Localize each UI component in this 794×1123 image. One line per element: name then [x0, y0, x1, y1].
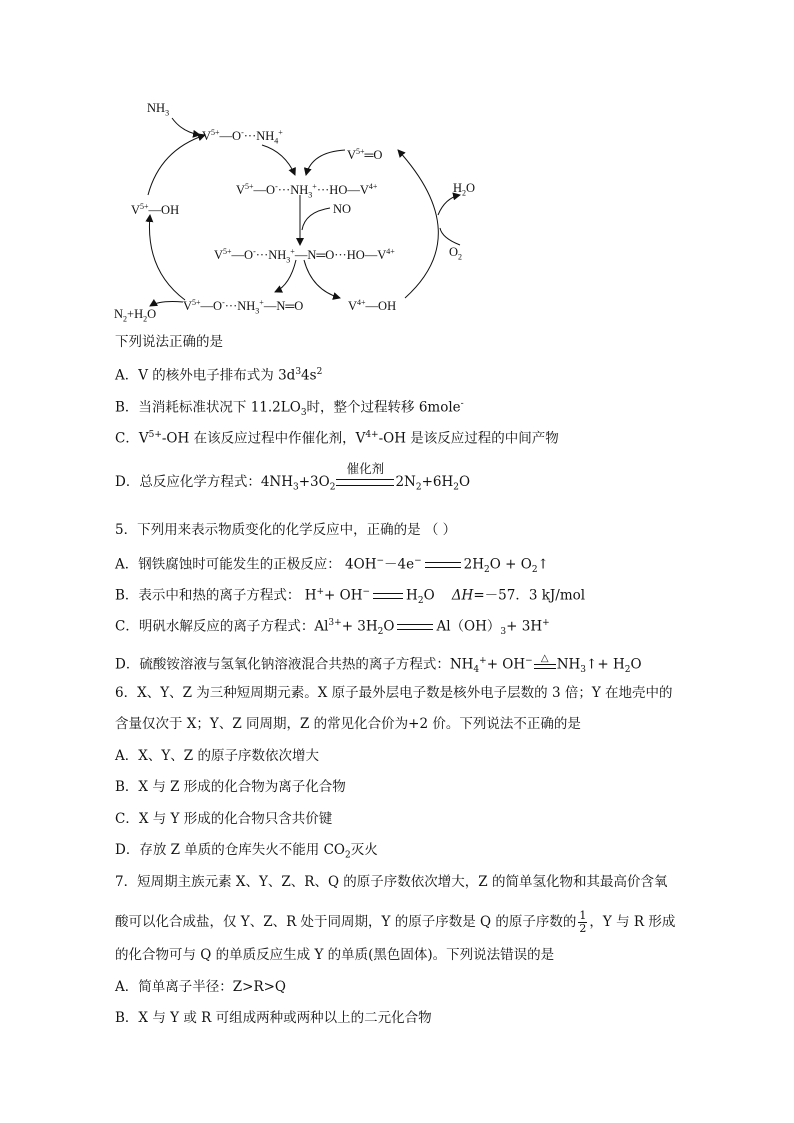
- q5-option-c: C．明矾水解反应的离子方程式：$Al^{3+}+ 3H_2O$ $Al(OH)_3+ 3H^+$: [115, 618, 550, 638]
- label-h2o: $H_2O$: [453, 181, 476, 198]
- label-o2: $O_2$: [449, 245, 463, 262]
- species-v5-o-nh3-no-ho-v4: $V^{5+}—O^-\cdot\cdot\cdot NH_3^+—N═O\cdot\cdot\cdot HO—V^{4+}$: [214, 247, 395, 265]
- arrow-v5o-in: [306, 150, 345, 175]
- catalytic-cycle-diagram: [0, 0, 794, 330]
- q4-option-a: A．V 的核外电子排布式为 $3d^34s^2$: [115, 367, 323, 384]
- arrow-o2-in: [440, 228, 460, 245]
- species-v5-oh: $V^{5+}—OH$: [131, 202, 180, 218]
- species-v5-o-nh3-n-o: $V^{5+}—O^-\cdot\cdot\cdot NH_3^+—N═O$: [183, 298, 304, 316]
- q7-stem-line2: 酸可以化合成盐，仅 Y、Z、R 处于同周期，Y 的原子序数是 Q 的原子序数的 $\frac{1}{2}$ ，Y 与 R 形成: [115, 909, 676, 935]
- arrow-right-down-1: [262, 145, 295, 175]
- label-no: NO: [333, 202, 352, 216]
- species-v5-o-nh4: $V^{5+}—O^-\cdot\cdot\cdot NH_4^+$: [202, 128, 283, 146]
- fraction-one-half: $\frac{1}{2}$: [579, 909, 587, 935]
- arrow-right-arc: [398, 150, 438, 298]
- q6-option-b: B．X 与 Z 形成的化合物为离子化合物: [115, 779, 346, 795]
- q5-stem: 5．下列用来表示物质变化的化学反应中，正确的是 （ ）: [115, 522, 457, 538]
- q7-stem-line3: 的化合物可与 Q 的单质反应生成 Y 的单质(黑色固体)。下列说法错误的是: [115, 947, 555, 963]
- q7-option-b: B．X 与 Y 或 R 可组成两种或两种以上的二元化合物: [115, 1010, 432, 1026]
- q5-option-d: D．硫酸铵溶液与氢氧化钠溶液混合共热的离子方程式：$NH_4^++ OH^-$ △ $NH_3↑+ H_2O$: [115, 652, 642, 676]
- q6-stem-line1: 6．X、Y、Z 为三种短周期元素。X 原子最外层电子数是核外电子层数的 3 倍；Y 在地壳中的: [115, 685, 673, 701]
- arrow-no-in: [302, 208, 330, 230]
- species-v5-double-o: $V^{5+}═O$: [347, 147, 383, 163]
- q4-option-d: D．总反应化学方程式：$4NH_3+3O_2$ 催化剂 $2N_2+6H_2O$: [115, 461, 471, 493]
- q4-stem: 下列说法正确的是: [115, 334, 223, 350]
- arrow-nh3-in: [172, 118, 200, 135]
- label-n2-h2o: $N_2+H_2O$: [114, 307, 157, 324]
- q6-stem-line2: 含量仅次于 X；Y、Z 同周期，Z 的常见化合价为+2 价。下列说法不正确的是: [115, 716, 581, 732]
- q5-option-a: A．钢铁腐蚀时可能发生的正极反应： 4OH−－4e− $2H_2O$ + $O_2↑$: [115, 556, 549, 576]
- q5-option-b: B．表示中和热的离子方程式： H++ OH− $H_2O$ ΔH=－57．3 kJ/mol: [115, 587, 586, 607]
- catalyst-arrow: 催化剂: [335, 473, 395, 491]
- q7-option-a: A．简单离子半径：Z>R>Q: [115, 979, 286, 995]
- q7-stem-line1: 7．短周期主族元素 X、Y、Z、R、Q 的原子序数依次增大，Z 的简单氢化物和其最高价含氧: [115, 874, 668, 890]
- heating-arrow: △: [534, 659, 556, 669]
- q4-option-c: C．$V^{5+}-OH$ 在该反应过程中作催化剂，$V^{4+}-OH$ 是该反应过程的中间产物: [115, 430, 559, 447]
- label-nh3: $NH_3$: [147, 101, 170, 118]
- arrow-left-top: [148, 135, 205, 195]
- cycle-arrows: [0, 0, 794, 330]
- species-v5-o-nh3-ho-v4: $V^{5+}—O^-\cdot\cdot\cdot NH_3^+\cdot\cdot\cdot HO—V^{4+}$: [236, 182, 378, 200]
- arrow-n2-out: [150, 302, 183, 307]
- q6-option-d: D．存放 Z 单质的仓库失火不能用 $CO_2$灭火: [115, 842, 378, 861]
- q4-option-b: B．当消耗标准状况下 $11.2LO_3$时，整个过程转移 6mole-: [115, 399, 464, 419]
- q6-option-a: A．X、Y、Z 的原子序数依次增大: [115, 748, 319, 764]
- q6-option-c: C．X 与 Y 形成的化合物只含共价键: [115, 811, 333, 827]
- arrow-left-bottom: [149, 215, 185, 300]
- species-v4-oh: $V^{4+}—OH$: [348, 298, 397, 314]
